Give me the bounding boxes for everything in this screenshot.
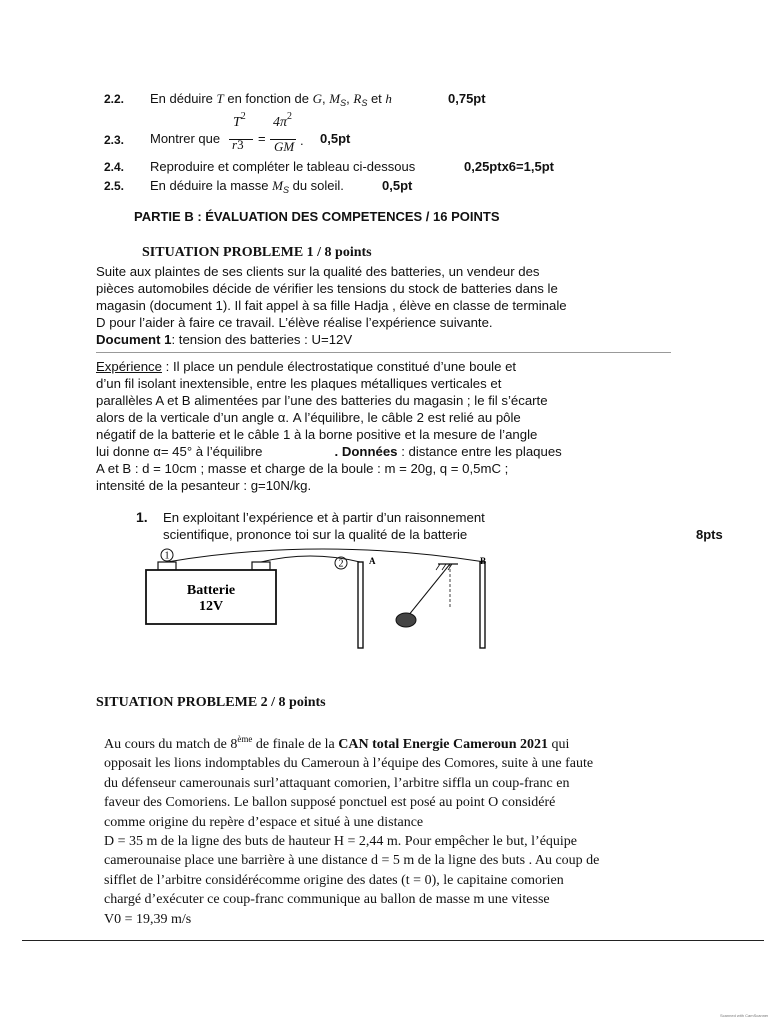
experience-paragraph: Expérience : Il place un pendule électrostatique constitué d’une boule et d’un fil isolant inextensible, entre les plaques métalliques verticales et parallèles A et B alimentées par l’une des batteries du magasin ; le fil s’écarte alors de la verticale d’un angle α. A l’équilibre, le câble 2 est relié au pôle négatif de la batterie et le câble 1 à la borne positive et la mesure de l’angle lui donne α= 45° à l’équilibre . Données : distance entre les plaques A et B : d = 10cm ; masse et charge de la boule : m = 20g, q = 0,5mC ; intensité de la pesanteur : g=10N/kg. <box>96 359 562 493</box>
question-points: 0,5pt <box>320 131 351 146</box>
pendulum-ball <box>396 613 416 627</box>
question-number: 1. <box>136 509 148 525</box>
question-points: 8pts <box>696 527 723 542</box>
plate-b <box>480 562 485 648</box>
divider <box>96 352 671 353</box>
document-1-label: Document 1 <box>96 332 172 347</box>
competition-name: CAN total Energie Cameroun 2021 <box>338 737 548 752</box>
question-text: Reproduire et compléter le tableau ci-dessous <box>150 159 416 174</box>
pendulum-string <box>408 564 450 616</box>
donnees-label: . Données <box>334 444 398 459</box>
situation-1-intro: Suite aux plaintes de ses clients sur la qualité des batteries, un vendeur des pièces automobiles décide de vérifier les tensions du stock de batteries dans le magasin (document 1). Il fait appel à sa fille Hadja , élève en classe de terminale D pour l’aider à faire ce travail. L’élève réalise l’expérience suivante. Document 1: tension des batteries : U=12V <box>96 264 567 347</box>
situation-2-paragraph: Au cours du match de 8ème de finale de la CAN total Energie Cameroun 2021 qui opposait les lions indomptables du Cameroun à l’équipe des Comores, suite à une faute du défenseur camerounais surl’attaquant comorien, l’arbitre siffla un coup-franc en faveur des Comoriens. Le ballon supposé ponctuel est posé au point O considéré comme origine du repère d’espace et situé à une distance D = 35 m de la ligne des buts de hauteur H = 2,44 m. Pour empêcher le but, l’équipe camerounaise place une barrière à une distance d = 5 m de la ligne des buts . Au coup de sifflet de l’arbitre considérécomme origine des dates (t = 0), le capitaine comorien chargé d’exécuter ce coup-franc communique au ballon de masse m une vitesse V0 = 19,39 m/s <box>104 734 600 927</box>
battery-label: Batterie <box>186 583 236 598</box>
battery-voltage: 12V <box>198 599 224 614</box>
pendulum-figure <box>140 546 500 650</box>
plate-a-label: A <box>369 556 376 566</box>
fraction-left-numerator: $T^2$ <box>233 111 246 130</box>
battery-terminal-negative <box>252 562 270 570</box>
question-number: 2.4. <box>104 160 125 174</box>
part-b-title: PARTIE B : ÉVALUATION DES COMPETENCES / 16 POINTS <box>134 209 500 224</box>
cable-2-label: 2 <box>338 558 344 570</box>
question-number: 2.3. <box>104 133 125 147</box>
question-text: En déduire T en fonction de G, $M_S$, $R_S$ et h <box>150 91 392 108</box>
battery-terminal-positive <box>158 562 176 570</box>
plate-b-label: B <box>480 556 487 566</box>
question-number: 2.5. <box>104 179 125 193</box>
question-points: 0,25ptx6=1,5pt <box>464 159 554 174</box>
fraction-right-numerator: $4\pi^2$ <box>273 111 293 130</box>
plate-a <box>358 562 363 648</box>
fraction-left-denominator: r3 <box>232 137 244 152</box>
scanner-watermark: Scanned with CamScanner <box>720 1013 768 1018</box>
question-text: Montrer que <box>150 131 221 146</box>
question-text: En déduire la masse $M_S$ du soleil. <box>150 178 344 195</box>
period: . <box>300 133 304 148</box>
experience-label: Expérience <box>96 359 162 374</box>
question-line: En exploitant l’expérience et à partir d’un raisonnement <box>163 510 485 525</box>
question-points: 0,5pt <box>382 178 413 193</box>
fraction-right-denominator: GM <box>274 139 295 154</box>
cable-1-label: 1 <box>164 550 170 562</box>
page-bottom-rule <box>22 940 764 941</box>
question-line: scientifique, prononce toi sur la qualité de la batterie <box>163 527 468 542</box>
equals-sign: = <box>258 131 266 146</box>
question-number: 2.2. <box>104 92 125 106</box>
cable-1 <box>164 549 485 562</box>
situation-2-title: SITUATION PROBLEME 2 / 8 points <box>96 695 326 710</box>
question-points: 0,75pt <box>448 91 486 106</box>
situation-1-title: SITUATION PROBLEME 1 / 8 points <box>142 245 372 260</box>
